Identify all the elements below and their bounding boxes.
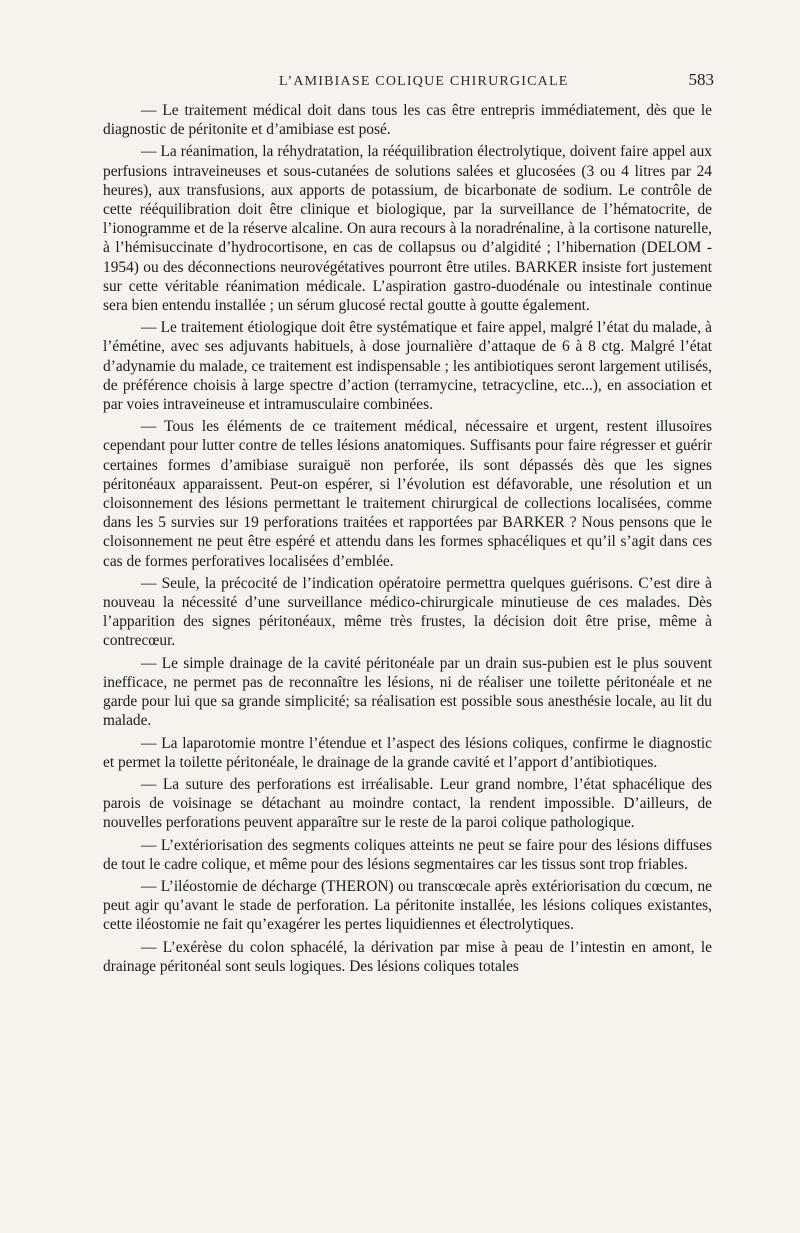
paragraph-ileostomy: — L’iléostomie de décharge (THERON) ou transcœcale après extériorisation du cœcum, ne peut agir qu’avant le stade de perforation. La péritonite installée, les lésions coliques existantes, cette iléostomie ne fait qu’exagérer les pertes liquidiennes et électrolytiques.	[103, 877, 712, 934]
paragraph-early-indication: — Seule, la précocité de l’indication opératoire permettra quelques guérisons. C’est dire à nouveau la nécessité d’une surveillance médico-chirurgicale minutieuse de ces malades. Dès l’apparition des signes péritonéaux, même très frustes, la décision doit être prise, même à contrecœur.	[103, 574, 712, 650]
paragraph-etiologic-treatment: — Le traitement étiologique doit être systématique et faire appel, malgré l’état du malade, à l’émétine, avec ses adjuvants habituels, à dose journalière d’attaque de 6 à 8 ctg. Malgré l’état d’adynamie du malade, ce traitement est indispensable ; les antibiotiques seront largement utilisés, de préférence choisis à large spectre d’action (terramycine, tetracycline, etc...), en association et par voies intraveineuse et intramusculaire combinées.	[103, 319, 712, 414]
paragraph-laparotomy: — La laparotomie montre l’étendue et l’aspect des lésions coliques, confirme le diagnostic et permet la toilette péritonéale, le drainage de la grande cavité et l’apport d’antibiotiques.	[103, 734, 712, 771]
paragraph-simple-drainage: — Le simple drainage de la cavité péritonéale par un drain sus-pubien est le plus souvent inefficace, ne permet pas de reconnaître les lésions, ni de réaliser une toilette péritonéale et ne garde pour lui que sa grande simplicité; sa réalisation est possible sous anesthésie locale, au lit du malade.	[103, 654, 712, 730]
page-header	[103, 70, 714, 94]
paragraph-exeresis: — L’exérèse du colon sphacélé, la dérivation par mise à peau de l’intestin en amont, le drainage péritonéal sont seuls logiques. Des lésions coliques totales	[103, 938, 712, 975]
page-number: 583	[688, 70, 714, 89]
paragraph-reanimation: — La réanimation, la réhydratation, la rééquilibration électrolytique, doivent faire appel aux perfusions intraveineuses et sous-cutanées de solutions salées et glucosées (3 ou 4 litres par 24 heures), aux transfusions, aux apports de potassium, de bicarbonate de sodium. Le contrôle de cette rééquilibration doit être clinique et biologique, par la surveillance de l’hématocrite, de l’ionogramme et de la réserve alcaline. On aura recours à la noradrénaline, à la cortisone naturelle, à l’hémisuccinate d’hydrocortisone, en cas de collapsus ou d’algidité ; l’hibernation (DELOM - 1954) ou des déconnections neurovégétatives pourront être utiles. BARKER insiste fort justement sur cette véritable réanimation médicale. L’aspiration gastro-duodénale ou intestinale continue sera bien entendu installée ; un sérum glucosé rectal goutte à goutte également.	[103, 143, 712, 315]
paragraph-illusory-elements: — Tous les éléments de ce traitement médical, nécessaire et urgent, restent illusoires cependant pour lutter contre de telles lésions anatomiques. Suffisants pour faire régresser et guérir certaines formes d’amibiase suraiguë non perforée, ils sont dépassés dès que les signes péritonéaux apparaissent. Peut-on espérer, si l’évolution est défavorable, une résolution et un cloisonnement des lésions permettant le traitement chirurgical de collections localisées, comme dans les 5 survies sur 19 perforations traitées et rapportées par BARKER ? Nous pensons que le cloisonnement ne peut être espéré et attendu dans les formes sphacéliques et qu’il s’agit dans ces cas de formes perforatives localisées d’emblée.	[103, 418, 712, 570]
running-head: L’AMIBIASE COLIQUE CHIRURGICALE	[279, 74, 569, 89]
paragraph-medical-treatment: — Le traitement médical doit dans tous les cas être entrepris immédiatement, dès que le diagnostic de péritonite et d’amibiase est posé.	[103, 102, 712, 139]
paragraph-exteriorisation: — L’extériorisation des segments coliques atteints ne peut se faire pour des lésions diffuses de tout le cadre colique, et même pour des lésions segmentaires car les tissus sont trop friables.	[103, 836, 712, 873]
paragraph-suture: — La suture des perforations est irréalisable. Leur grand nombre, l’état sphacélique des parois de voisinage se détachant au moindre contact, la rendent impossible. D’ailleurs, de nouvelles perforations peuvent apparaître sur le reste de la paroi colique pathologique.	[103, 775, 712, 832]
body-text	[103, 101, 712, 979]
